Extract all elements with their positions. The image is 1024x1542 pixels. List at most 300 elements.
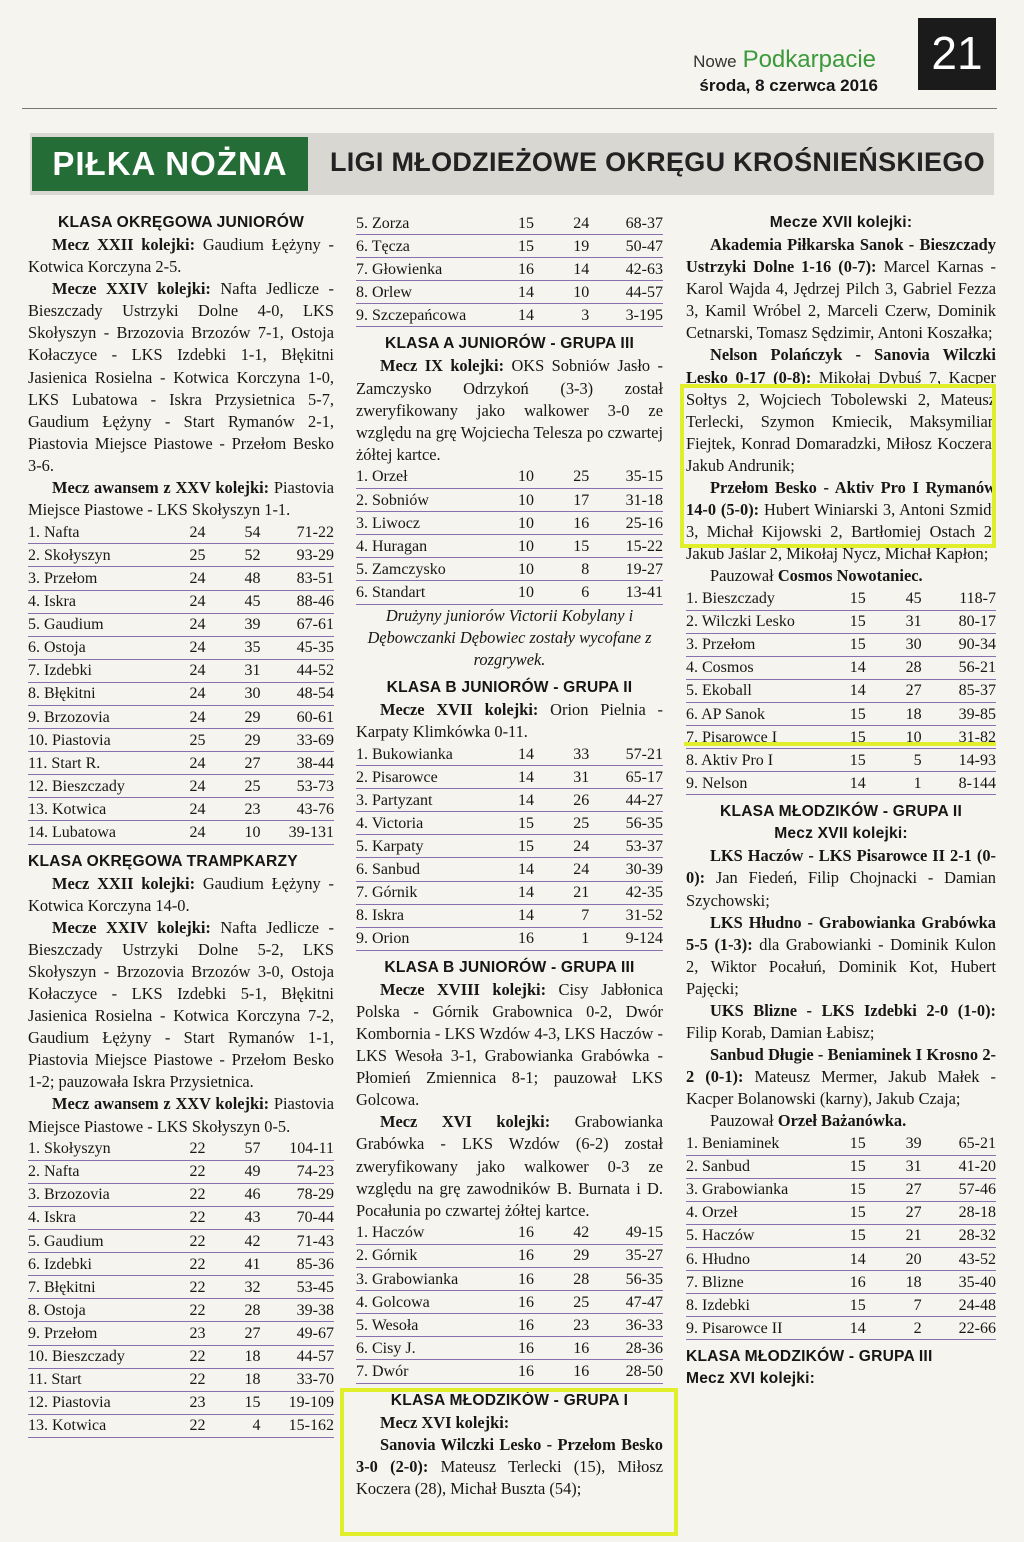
team-cell: 9. Orion — [356, 927, 485, 950]
team-cell: 2. Sanbud — [686, 1155, 816, 1178]
goals-cell: 28-36 — [589, 1337, 663, 1360]
team-cell: 4. Iskra — [28, 1206, 157, 1229]
table-row — [356, 812, 663, 835]
heading-klasa-b-juniorow-iii: KLASA B JUNIORÓW - GRUPA III — [384, 958, 635, 976]
brand-prefix: Nowe — [693, 52, 737, 71]
goals-cell: 31-18 — [589, 489, 663, 512]
heading-mecze-xvii: Mecze XVII kolejki: — [769, 214, 913, 231]
table-row — [356, 1291, 663, 1314]
team-cell: 10. Bieszczady — [28, 1345, 157, 1368]
points-cell: 10 — [866, 726, 922, 749]
matches-cell: 14 — [816, 679, 866, 702]
goals-cell: 35-15 — [589, 466, 663, 489]
heading-klasa-mlodzikow-iii: KLASA MŁODZIKÓW - GRUPA III — [686, 1348, 933, 1366]
points-cell: 29 — [205, 705, 260, 728]
team-cell: 10. Piastovia — [28, 729, 157, 752]
matches-cell: 14 — [485, 743, 534, 766]
goals-cell: 83-51 — [261, 567, 334, 590]
goals-cell: 9-124 — [589, 927, 663, 950]
table-row — [28, 521, 334, 544]
matches-cell: 15 — [816, 1201, 866, 1224]
points-cell: 18 — [205, 1345, 260, 1368]
table-row — [28, 659, 334, 682]
points-cell: 30 — [205, 682, 260, 705]
table-row — [356, 466, 663, 489]
points-cell: 5 — [866, 749, 922, 772]
table-row — [356, 489, 663, 512]
match-report: Mecz awansem z XXV kolejki: Piastovia Miejsce Piastowe - LKS Skołyszyn 1-1. — [28, 478, 334, 520]
points-cell: 31 — [205, 659, 260, 682]
table-row — [28, 567, 334, 590]
goals-cell: 33-69 — [261, 729, 334, 752]
goals-cell: 80-17 — [922, 610, 996, 633]
goals-cell: 90-34 — [922, 633, 996, 656]
match-report: Akademia Piłkarska Sanok - Bieszczady Ustrzyki Dolne 1-16 (0-7): Marcel Karnas - Karol Wajda 4, Jędrzej Pilch 3, Gabriel Fezza 3, Kamil Wróbel 2, Marceli Czerw, Dominik Cetnarski, Tomasz Sędzimir, Antoni Koszałka; — [686, 235, 996, 343]
team-cell: 3. Grabowianka — [686, 1178, 816, 1201]
team-cell: 4. Orzeł — [686, 1201, 816, 1224]
points-cell: 27 — [205, 752, 260, 775]
team-cell: 5. Haczów — [686, 1224, 816, 1247]
matches-cell: 24 — [157, 659, 206, 682]
table-row — [28, 1230, 334, 1253]
points-cell: 25 — [534, 1291, 589, 1314]
goals-cell: 49-67 — [261, 1322, 334, 1345]
team-cell: 9. Przełom — [28, 1322, 157, 1345]
highlight-box-mlodzikow-i — [340, 1388, 678, 1536]
team-cell: 11. Start — [28, 1368, 157, 1391]
page-number: 21 — [918, 18, 996, 90]
matches-cell: 10 — [485, 581, 534, 604]
brand-name: Podkarpacie — [742, 46, 876, 73]
points-cell: 24 — [534, 212, 589, 235]
matches-cell: 15 — [816, 588, 866, 611]
matches-cell: 24 — [157, 775, 206, 798]
goals-cell: 39-131 — [261, 821, 334, 844]
team-cell: 1. Beniaminek — [686, 1133, 816, 1156]
team-cell: 4. Victoria — [356, 812, 485, 835]
team-cell: 4. Cosmos — [686, 656, 816, 679]
matches-cell: 24 — [157, 567, 206, 590]
matches-cell: 16 — [816, 1271, 866, 1294]
matches-cell: 25 — [157, 729, 206, 752]
goals-cell: 85-37 — [922, 679, 996, 702]
team-cell: 3. Partyzant — [356, 789, 485, 812]
table-row — [356, 281, 663, 304]
table-row — [28, 1414, 334, 1437]
team-cell: 1. Nafta — [28, 521, 157, 544]
matches-cell: 15 — [816, 1155, 866, 1178]
points-cell: 16 — [534, 1360, 589, 1383]
points-cell: 24 — [534, 858, 589, 881]
points-cell: 32 — [205, 1276, 260, 1299]
team-cell: 9. Brzozovia — [28, 705, 157, 728]
goals-cell: 56-35 — [589, 1268, 663, 1291]
matches-cell: 24 — [157, 752, 206, 775]
team-cell: 3. Brzozovia — [28, 1183, 157, 1206]
heading-klasa-mlodzikow-ii: KLASA MŁODZIKÓW - GRUPA II — [720, 803, 962, 821]
matches-cell: 15 — [816, 1178, 866, 1201]
points-cell: 25 — [205, 775, 260, 798]
goals-cell: 39-38 — [261, 1299, 334, 1322]
points-cell: 39 — [866, 1133, 922, 1156]
matches-cell: 22 — [157, 1183, 206, 1206]
team-cell: 3. Przełom — [28, 567, 157, 590]
team-cell: 1. Orzeł — [356, 466, 485, 489]
goals-cell: 42-63 — [589, 258, 663, 281]
goals-cell: 44-57 — [261, 1345, 334, 1368]
table-row — [356, 212, 663, 235]
goals-cell: 43-52 — [922, 1248, 996, 1271]
team-cell: 12. Bieszczady — [28, 775, 157, 798]
section-title: LIGI MŁODZIEŻOWE OKRĘGU KROŚNIEŃSKIEGO — [330, 147, 985, 177]
table-row — [686, 1271, 996, 1294]
points-cell: 57 — [205, 1138, 260, 1161]
table-row — [686, 1294, 996, 1317]
table-row — [356, 858, 663, 881]
match-report: Sanbud Długie - Beniaminek I Krosno 2-2 (0-1): Mateusz Mermer, Jakub Małek - Kacper Bolanowski (karny), Jakub Czaja; — [686, 1045, 996, 1109]
points-cell: 27 — [866, 1201, 922, 1224]
team-cell: 6. Cisy J. — [356, 1337, 485, 1360]
match-report: LKS Hłudno - Grabowianka Grabówka 5-5 (1-3): dla Grabowianki - Dominik Kulon 2, Wiktor Pocałuń, Dominik Kot, Hubert Pajęcki; — [686, 912, 996, 998]
points-cell: 39 — [205, 613, 260, 636]
team-cell: 3. Liwocz — [356, 512, 485, 535]
points-cell: 54 — [205, 521, 260, 544]
matches-cell: 24 — [157, 590, 206, 613]
team-cell: 2. Górnik — [356, 1244, 485, 1267]
table-row — [28, 1138, 334, 1161]
table-row — [28, 1345, 334, 1368]
table-row — [686, 633, 996, 656]
table-row — [28, 1253, 334, 1276]
team-cell: 5. Zorza — [356, 212, 485, 235]
match-report: Mecz XXII kolejki: Gaudium Łężyny - Kotwica Korczyna 2-5. — [28, 235, 334, 277]
matches-cell: 16 — [485, 1222, 534, 1245]
matches-cell: 22 — [157, 1414, 206, 1437]
points-cell: 24 — [534, 835, 589, 858]
team-cell: 8. Orlew — [356, 281, 485, 304]
matches-cell: 15 — [816, 633, 866, 656]
matches-cell: 14 — [485, 789, 534, 812]
goals-cell: 15-22 — [589, 535, 663, 558]
goals-cell: 53-37 — [589, 835, 663, 858]
goals-cell: 57-46 — [922, 1178, 996, 1201]
team-cell: 11. Start R. — [28, 752, 157, 775]
points-cell: 27 — [866, 679, 922, 702]
team-cell: 13. Kotwica — [28, 1414, 157, 1437]
team-cell: 8. Iskra — [356, 904, 485, 927]
table-row — [28, 775, 334, 798]
matches-cell: 10 — [485, 512, 534, 535]
issue-date: środa, 8 czerwca 2016 — [699, 76, 878, 95]
goals-cell: 8-144 — [922, 772, 996, 795]
matches-cell: 22 — [157, 1368, 206, 1391]
heading-klasa-mlodzikow-i: KLASA MŁODZIKÓW - GRUPA I — [390, 1391, 629, 1409]
goals-cell: 31-82 — [922, 726, 996, 749]
matches-cell: 14 — [816, 1317, 866, 1340]
points-cell: 4 — [205, 1414, 260, 1437]
standings-table — [28, 521, 334, 844]
points-cell: 18 — [205, 1368, 260, 1391]
standings-table — [356, 1222, 663, 1384]
goals-cell: 78-29 — [261, 1183, 334, 1206]
masthead — [0, 0, 1024, 128]
goals-cell: 88-46 — [261, 590, 334, 613]
table-row — [356, 1268, 663, 1291]
standings-table — [28, 1138, 334, 1438]
matches-cell: 15 — [485, 212, 534, 235]
team-cell: 2. Nafta — [28, 1160, 157, 1183]
goals-cell: 33-70 — [261, 1368, 334, 1391]
team-cell: 7. Dwór — [356, 1360, 485, 1383]
match-report: Przełom Besko - Aktiv Pro I Rymanów 14-0 (5-0): Hubert Winiarski 3, Antoni Szmidt 3, Michał Kijowski 2, Bartłomiej Ostach 2, Jakub Jaślar 2, Mikołaj Nycz, Michał Kapłon; — [686, 478, 997, 564]
points-cell: 41 — [205, 1253, 260, 1276]
goals-cell: 45-35 — [261, 636, 334, 659]
heading-mecz-xvi: Mecz XVI kolejki: — [686, 1370, 816, 1388]
table-row — [28, 613, 334, 636]
matches-cell: 22 — [157, 1299, 206, 1322]
team-cell: 2. Wilczki Lesko — [686, 610, 816, 633]
matches-cell: 14 — [816, 772, 866, 795]
bye-note: Pauzował Cosmos Nowotaniec. — [710, 566, 923, 586]
heading-klasa-b-juniorow-ii: KLASA B JUNIORÓW - GRUPA II — [386, 678, 633, 696]
matches-cell: 22 — [157, 1253, 206, 1276]
table-row — [686, 1178, 996, 1201]
team-cell: 3. Przełom — [686, 633, 816, 656]
team-cell: 6. Sanbud — [356, 858, 485, 881]
table-row — [356, 766, 663, 789]
goals-cell: 28-18 — [922, 1201, 996, 1224]
goals-cell: 85-36 — [261, 1253, 334, 1276]
table-row — [28, 729, 334, 752]
matches-cell: 14 — [816, 656, 866, 679]
matches-cell: 16 — [485, 258, 534, 281]
table-row — [356, 1244, 663, 1267]
table-row — [28, 1160, 334, 1183]
section-bar — [30, 133, 994, 195]
points-cell: 7 — [866, 1294, 922, 1317]
points-cell: 31 — [866, 1155, 922, 1178]
goals-cell: 104-11 — [261, 1138, 334, 1161]
goals-cell: 65-17 — [589, 766, 663, 789]
matches-cell: 16 — [485, 1268, 534, 1291]
points-cell: 18 — [866, 702, 922, 725]
table-row — [28, 1391, 334, 1414]
heading-klasa-a-juniorow: KLASA A JUNIORÓW - GRUPA III — [384, 335, 635, 353]
match-report: Mecz XVI kolejki: Grabowianka Grabówka - LKS Wzdów (6-2) został zweryfikowany jako walkower 0-3 ze względu na grę zawodników B. Burnata i D. Pocałunia po czwartej żółtej kartce. — [356, 1112, 663, 1220]
matches-cell: 22 — [157, 1345, 206, 1368]
matches-cell: 14 — [816, 1248, 866, 1271]
table-row — [686, 679, 996, 702]
points-cell: 52 — [205, 544, 260, 567]
points-cell: 48 — [205, 567, 260, 590]
matches-cell: 15 — [816, 1224, 866, 1247]
table-row — [28, 682, 334, 705]
team-cell: 7. Górnik — [356, 881, 485, 904]
points-cell: 28 — [534, 1268, 589, 1291]
goals-cell: 56-35 — [589, 812, 663, 835]
points-cell: 20 — [866, 1248, 922, 1271]
matches-cell: 10 — [485, 489, 534, 512]
matches-cell: 16 — [485, 1314, 534, 1337]
matches-cell: 24 — [157, 636, 206, 659]
points-cell: 7 — [534, 904, 589, 927]
goals-cell: 44-27 — [589, 789, 663, 812]
team-cell: 8. Izdebki — [686, 1294, 816, 1317]
goals-cell: 70-44 — [261, 1206, 334, 1229]
matches-cell: 22 — [157, 1160, 206, 1183]
table-row — [686, 1317, 996, 1340]
matches-cell: 10 — [485, 558, 534, 581]
team-cell: 5. Wesoła — [356, 1314, 485, 1337]
table-row — [28, 1206, 334, 1229]
team-cell: 1. Bukowianka — [356, 743, 485, 766]
team-cell: 1. Skołyszyn — [28, 1138, 157, 1161]
goals-cell: 38-44 — [261, 752, 334, 775]
table-row — [686, 1224, 996, 1247]
points-cell: 23 — [534, 1314, 589, 1337]
table-row — [28, 636, 334, 659]
table-row — [686, 656, 996, 679]
table-row — [686, 588, 996, 611]
table-row — [356, 258, 663, 281]
goals-cell: 22-66 — [922, 1317, 996, 1340]
points-cell: 15 — [534, 535, 589, 558]
points-cell: 29 — [534, 1244, 589, 1267]
matches-cell: 14 — [485, 304, 534, 327]
points-cell: 1 — [866, 772, 922, 795]
goals-cell: 41-20 — [922, 1155, 996, 1178]
goals-cell: 30-39 — [589, 858, 663, 881]
goals-cell: 71-43 — [261, 1230, 334, 1253]
goals-cell: 47-47 — [589, 1291, 663, 1314]
matches-cell: 15 — [816, 610, 866, 633]
goals-cell: 19-109 — [261, 1391, 334, 1414]
points-cell: 17 — [534, 489, 589, 512]
points-cell: 1 — [534, 927, 589, 950]
table-row — [28, 590, 334, 613]
points-cell: 42 — [534, 1222, 589, 1245]
team-cell: 8. Błękitni — [28, 682, 157, 705]
table-row — [686, 1155, 996, 1178]
goals-cell: 15-162 — [261, 1414, 334, 1437]
table-row — [356, 235, 663, 258]
goals-cell: 50-47 — [589, 235, 663, 258]
goals-cell: 36-33 — [589, 1314, 663, 1337]
heading-klasa-okregowa-juniorow: KLASA OKRĘGOWA JUNIORÓW — [57, 214, 304, 231]
points-cell: 25 — [534, 812, 589, 835]
standings-table — [356, 212, 663, 327]
match-report: Mecze XXIV kolejki: Nafta Jedlicze - Bieszczady Ustrzyki Dolne 4-0, LKS Skołyszyn - Brzozovia Brzozów 7-1, Ostoja Kołaczyce - LKS Izdebki 1-1, Błękitni Jasienica Rosielna - Kotwica Korczyna 1-0, LKS Lubatowa - Iskra Przysietnica 5-7, Gaudium Łężyny - Start Rymanów 2-1, Piastovia Miejsce Piastowe - Przełom Besko 3-6. — [28, 279, 334, 475]
column-2 — [356, 212, 663, 1500]
goals-cell: 49-15 — [589, 1222, 663, 1245]
goals-cell: 48-54 — [261, 682, 334, 705]
table-row — [28, 1368, 334, 1391]
points-cell: 49 — [205, 1160, 260, 1183]
matches-cell: 10 — [485, 466, 534, 489]
standings-table — [356, 743, 663, 951]
matches-cell: 23 — [157, 1391, 206, 1414]
goals-cell: 39-85 — [922, 702, 996, 725]
team-cell: 5. Ekoball — [686, 679, 816, 702]
goals-cell: 13-41 — [589, 581, 663, 604]
team-cell: 7. Głowienka — [356, 258, 485, 281]
table-row — [28, 1322, 334, 1345]
table-row — [686, 1201, 996, 1224]
matches-cell: 14 — [485, 858, 534, 881]
team-cell: 4. Golcowa — [356, 1291, 485, 1314]
points-cell: 6 — [534, 581, 589, 604]
goals-cell: 67-61 — [261, 613, 334, 636]
team-cell: 2. Skołyszyn — [28, 544, 157, 567]
team-cell: 13. Kotwica — [28, 798, 157, 821]
points-cell: 2 — [866, 1317, 922, 1340]
header-rule — [22, 108, 997, 109]
match-report: Mecz IX kolejki: OKS Sobniów Jasło - Zamczysko Odrzykoń (3-3) został zweryfikowany jako walkower 3-0 ze względu na grę Wojciecha Telesza po czwartej żółtej kartce. — [356, 356, 663, 464]
table-row — [356, 835, 663, 858]
goals-cell: 28-50 — [589, 1360, 663, 1383]
goals-cell: 93-29 — [261, 544, 334, 567]
points-cell: 46 — [205, 1183, 260, 1206]
points-cell: 15 — [205, 1391, 260, 1414]
goals-cell: 44-57 — [589, 281, 663, 304]
table-row — [28, 1183, 334, 1206]
team-cell: 4. Huragan — [356, 535, 485, 558]
table-row — [686, 1133, 996, 1156]
goals-cell: 3-195 — [589, 304, 663, 327]
table-row — [28, 1276, 334, 1299]
points-cell: 10 — [205, 821, 260, 844]
team-cell: 14. Lubatowa — [28, 821, 157, 844]
team-cell: 12. Piastovia — [28, 1391, 157, 1414]
points-cell: 16 — [534, 1337, 589, 1360]
points-cell: 42 — [205, 1230, 260, 1253]
table-row — [356, 1222, 663, 1245]
points-cell: 21 — [534, 881, 589, 904]
goals-cell: 14-93 — [922, 749, 996, 772]
table-row — [28, 705, 334, 728]
heading-mecz-xvii: Mecz XVII kolejki: — [774, 825, 908, 843]
goals-cell: 31-52 — [589, 904, 663, 927]
table-row — [356, 581, 663, 604]
match-report: Mecz XVI kolejki: — [380, 1412, 510, 1432]
points-cell: 8 — [534, 558, 589, 581]
goals-cell: 65-21 — [922, 1133, 996, 1156]
matches-cell: 15 — [485, 835, 534, 858]
team-cell: 3. Grabowianka — [356, 1268, 485, 1291]
table-row — [356, 1360, 663, 1383]
points-cell: 27 — [866, 1178, 922, 1201]
match-report: Mecz XXII kolejki: Gaudium Łężyny - Kotwica Korczyna 14-0. — [28, 873, 334, 915]
match-report: Mecze XVIII kolejki: Cisy Jabłonica Polska - Górnik Grabownica 0-2, Dwór Kombornia - LKS Wzdów 4-3, LKS Haczów - LKS Wesoła 3-1, Grabowianka Grabówka - Płomień Zmiennica 8-1; pauzował LKS Golcowa. — [356, 979, 663, 1110]
team-cell: 7. Blizne — [686, 1271, 816, 1294]
team-cell: 6. Tęcza — [356, 235, 485, 258]
matches-cell: 15 — [485, 235, 534, 258]
matches-cell: 22 — [157, 1138, 206, 1161]
goals-cell: 44-52 — [261, 659, 334, 682]
matches-cell: 23 — [157, 1322, 206, 1345]
goals-cell: 74-23 — [261, 1160, 334, 1183]
matches-cell: 22 — [157, 1206, 206, 1229]
matches-cell: 24 — [157, 613, 206, 636]
table-row — [356, 904, 663, 927]
table-row — [356, 789, 663, 812]
matches-cell: 16 — [485, 1291, 534, 1314]
table-row — [686, 749, 996, 772]
team-cell: 2. Pisarowce — [356, 766, 485, 789]
matches-cell: 16 — [485, 1244, 534, 1267]
goals-cell: 71-22 — [261, 521, 334, 544]
table-row — [356, 881, 663, 904]
